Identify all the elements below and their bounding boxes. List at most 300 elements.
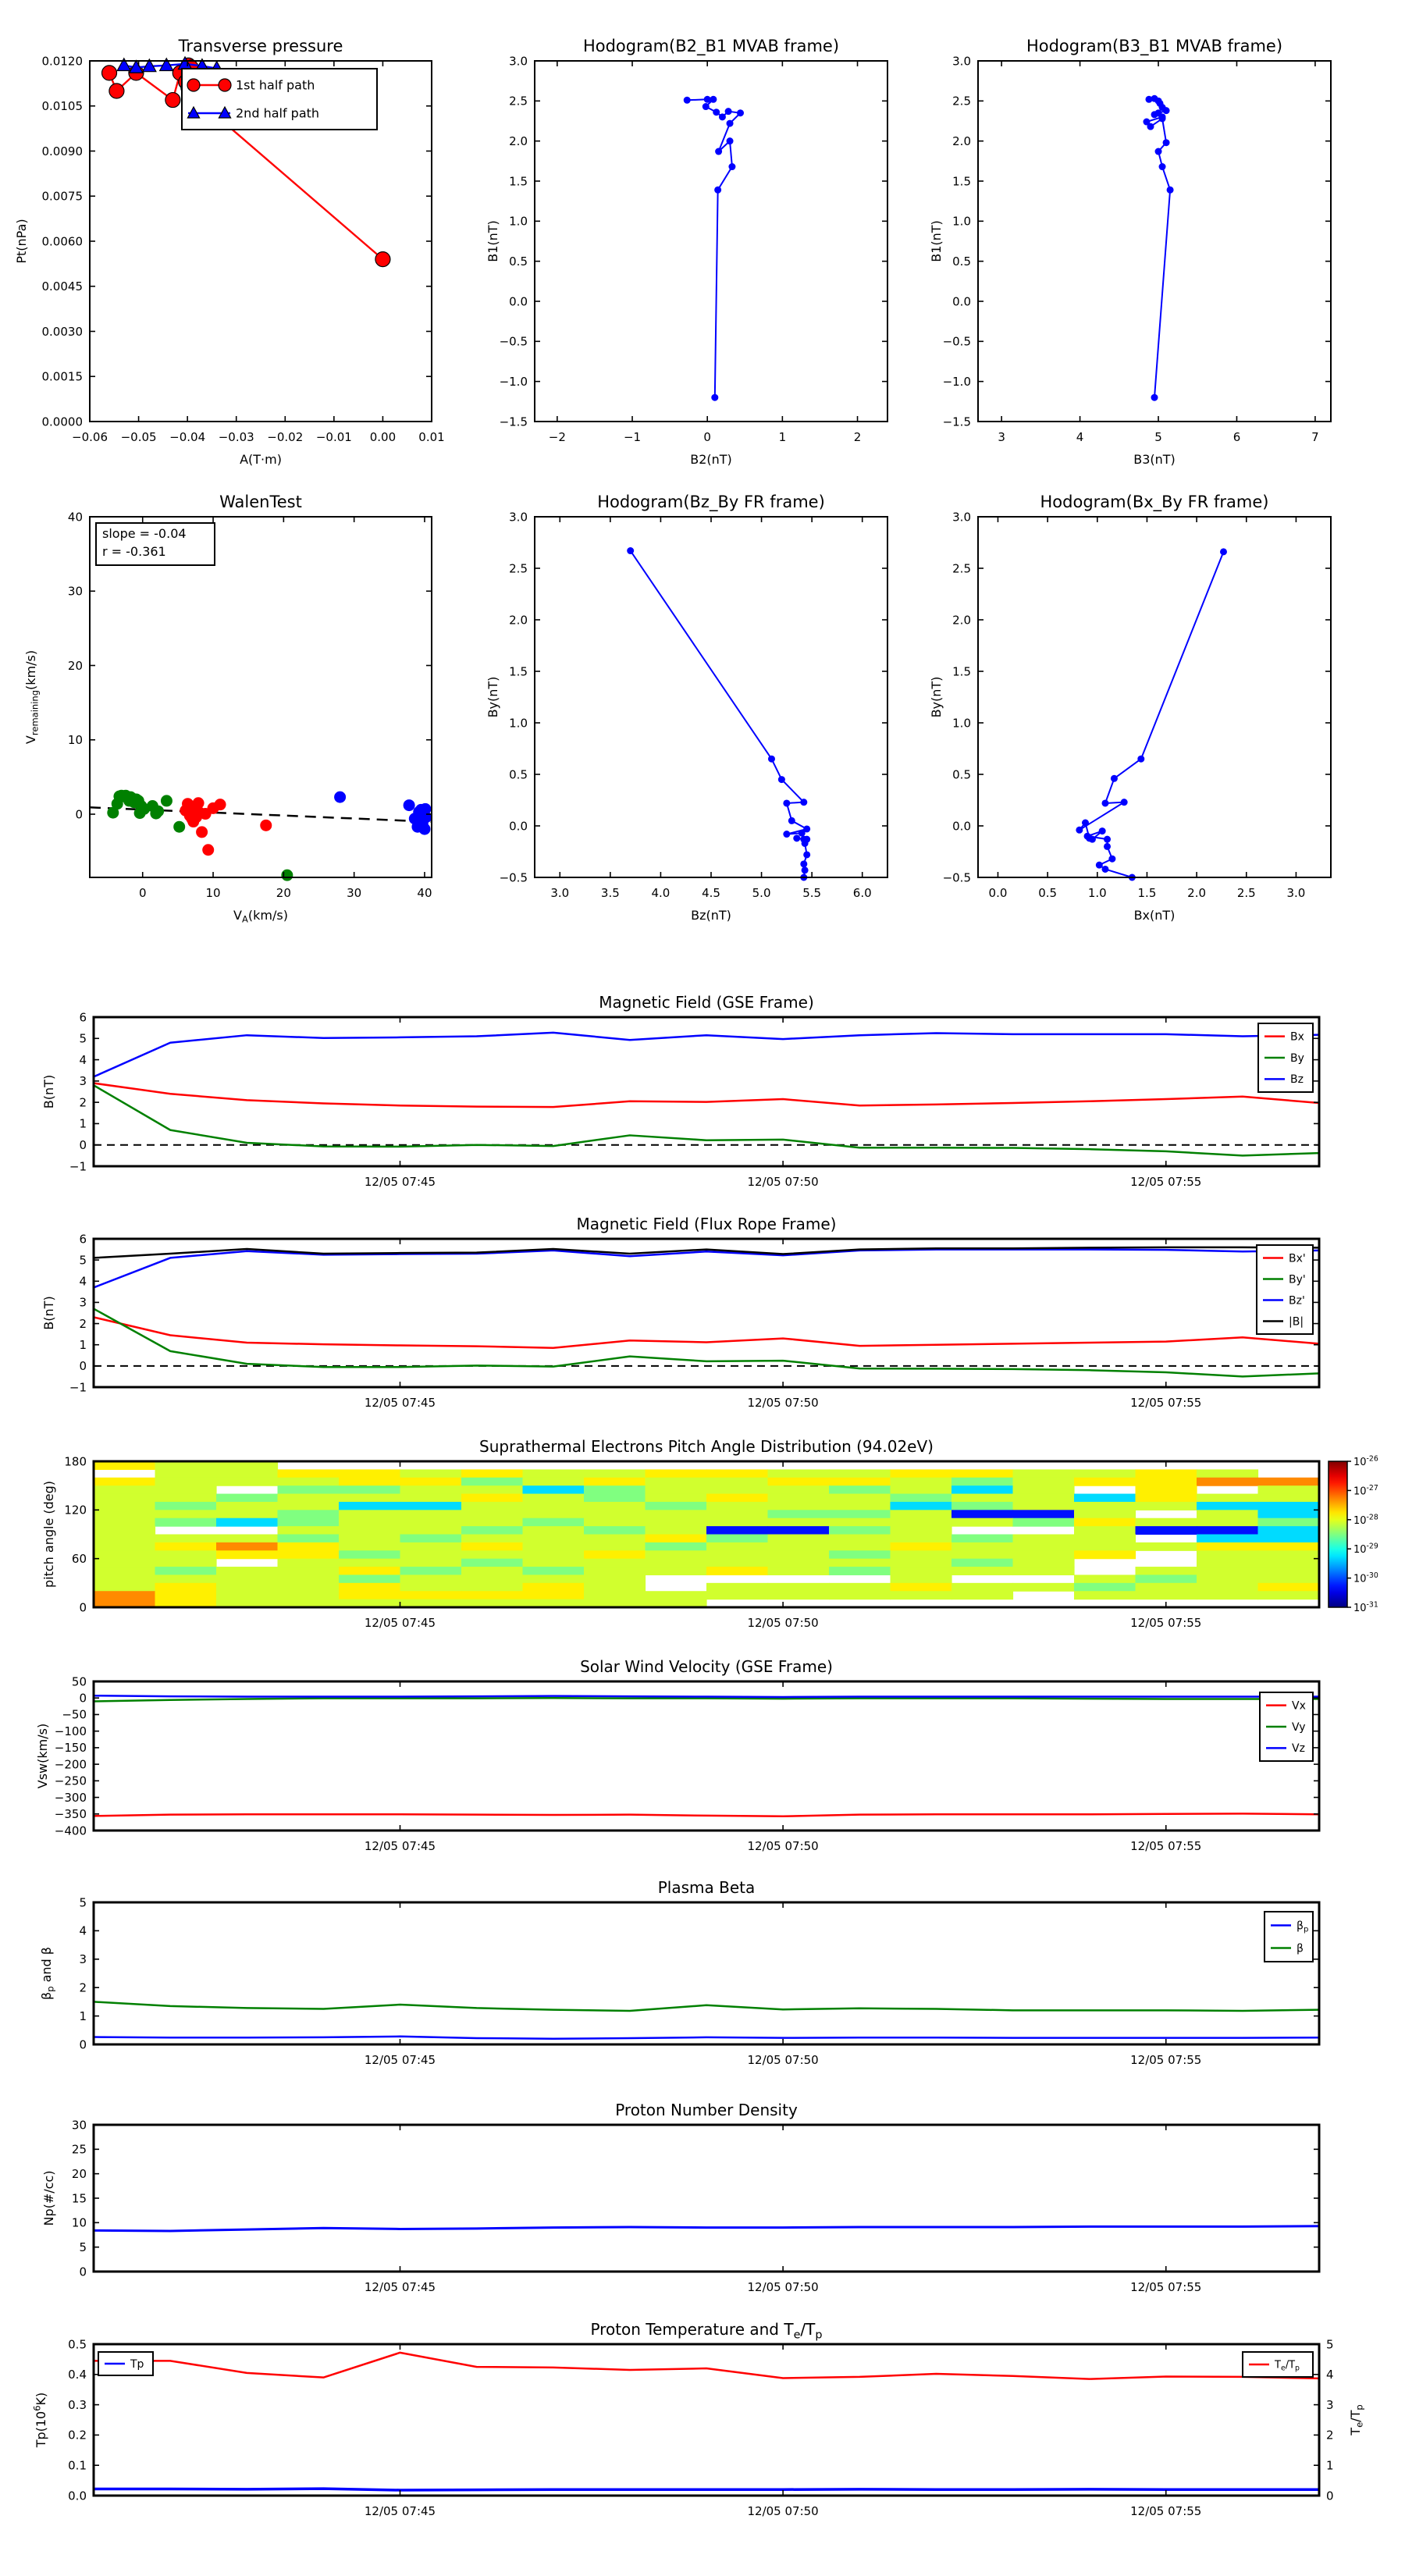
axes-frame <box>535 61 887 422</box>
x-axis-label: A(T·m) <box>240 452 282 467</box>
heatmap-cell <box>768 1502 830 1510</box>
heatmap-cell <box>339 1469 400 1478</box>
y-tick-label: 3.0 <box>509 54 528 69</box>
heatmap-cell <box>584 1583 646 1592</box>
legend-label: Bz <box>1290 1073 1304 1087</box>
heatmap-cell <box>216 1510 278 1518</box>
heatmap-cell <box>584 1559 646 1567</box>
heatmap-cell <box>461 1535 523 1543</box>
heatmap-cell <box>1074 1542 1136 1551</box>
heatmap-cell <box>1136 1567 1197 1575</box>
heatmap-cell <box>1074 1574 1136 1583</box>
y-tick-label: 5 <box>79 2240 87 2254</box>
panel-hodogram-b3-b1 <box>929 37 1331 467</box>
y-tick-label: 0.0060 <box>41 234 83 249</box>
x-tick-label: −0.04 <box>169 430 206 444</box>
x-tick-label: 12/05 07:55 <box>1130 2053 1202 2067</box>
legend-label: By <box>1290 1051 1304 1065</box>
heatmap-cell <box>891 1591 952 1599</box>
heatmap-cell <box>523 1469 585 1478</box>
marker-dot <box>1108 856 1115 863</box>
x-tick-label: 40 <box>417 886 432 900</box>
heatmap-cell <box>891 1485 952 1494</box>
heatmap-cell <box>155 1485 217 1494</box>
heatmap-cell <box>829 1485 891 1494</box>
heatmap-cell <box>829 1567 891 1575</box>
heatmap-cell <box>584 1510 646 1518</box>
heatmap-cell <box>400 1469 462 1478</box>
heatmap-cell <box>400 1591 462 1599</box>
y-tick-label: 20 <box>67 658 83 673</box>
heatmap-cell <box>1197 1502 1258 1510</box>
heatmap-cell <box>155 1510 217 1518</box>
y-tick-label: −1.0 <box>499 374 528 389</box>
x-tick-label: 1.0 <box>1087 886 1107 900</box>
heatmap-cell <box>278 1583 340 1592</box>
x-axis-label: B3(nT) <box>1133 452 1176 467</box>
series-line-Np <box>94 2226 1319 2231</box>
heatmap-cell <box>891 1494 952 1503</box>
marker-dot <box>802 866 809 873</box>
heatmap-cell <box>1136 1574 1197 1583</box>
heatmap-cell <box>951 1535 1013 1543</box>
heatmap-cell <box>523 1478 585 1486</box>
marker-circle <box>102 66 117 80</box>
heatmap-cell <box>706 1502 768 1510</box>
heatmap-cell <box>706 1469 768 1478</box>
x-tick-label: 3.5 <box>600 886 620 900</box>
x-tick-label: 10 <box>205 886 221 900</box>
heatmap-cell <box>706 1583 768 1592</box>
y-tick-label: 0.5 <box>952 254 971 269</box>
x-tick-label: 7 <box>1311 430 1319 444</box>
heatmap-cell <box>278 1567 340 1575</box>
heatmap-cell <box>400 1559 462 1567</box>
y-axis-label: B(nT) <box>41 1296 56 1330</box>
heatmap-cell <box>523 1550 585 1559</box>
heatmap-cell <box>891 1574 952 1583</box>
series-line-Bx' <box>94 1317 1319 1347</box>
heatmap-cell <box>1074 1518 1136 1527</box>
y-tick-label: 0 <box>79 1359 87 1374</box>
heatmap-cell <box>768 1591 830 1599</box>
marker-dot <box>1099 827 1106 834</box>
y-tick-label: 4 <box>79 1923 87 1938</box>
heatmap-cell <box>891 1469 952 1478</box>
heatmap-cell <box>339 1583 400 1592</box>
x-tick-label: −0.02 <box>267 430 304 444</box>
marker-circle <box>165 93 180 108</box>
heatmap-cell <box>1258 1574 1320 1583</box>
panel-hodogram-bx-by <box>929 493 1331 923</box>
panel-solar-wind-velocity <box>35 1657 1319 1853</box>
x-tick-label: 5 <box>1154 430 1162 444</box>
panel-hodogram-bz-by <box>486 493 887 923</box>
colorbar-label: $10^{-30}$ <box>1353 1571 1378 1585</box>
legend-label: |B| <box>1289 1315 1304 1329</box>
legend-label: β <box>1297 1942 1304 1955</box>
y-axis-label: Vsw(km/s) <box>35 1723 50 1789</box>
x-tick-label: 0 <box>703 430 711 444</box>
y-tick-label: −1.5 <box>942 415 971 429</box>
marker-dot <box>800 799 807 806</box>
y-tick-label: 180 <box>64 1454 87 1469</box>
heatmap-cell <box>891 1550 952 1559</box>
heatmap-cell <box>891 1559 952 1567</box>
heatmap-cell <box>278 1542 340 1551</box>
heatmap-cell <box>461 1559 523 1567</box>
heatmap-cell <box>461 1567 523 1575</box>
heatmap-cell <box>339 1526 400 1535</box>
heatmap-cell <box>1258 1591 1320 1599</box>
y-tick-label: 120 <box>64 1503 87 1517</box>
y-tick-label: 1 <box>79 1116 87 1131</box>
heatmap-cell <box>339 1494 400 1503</box>
marker-dot <box>793 834 800 841</box>
heatmap-cell <box>1136 1518 1197 1527</box>
heatmap-cell <box>1136 1583 1197 1592</box>
heatmap-cell <box>891 1478 952 1486</box>
x-tick-label: 12/05 07:55 <box>1130 1175 1202 1189</box>
heatmap-cell <box>1074 1494 1136 1503</box>
heatmap-cell <box>1136 1485 1197 1494</box>
colorbar-label: $10^{-28}$ <box>1353 1513 1378 1527</box>
marker-dot <box>1084 833 1091 840</box>
marker-dot <box>1155 148 1162 155</box>
heatmap-cell <box>829 1478 891 1486</box>
y-tick-label: 0.5 <box>68 2337 87 2352</box>
heatmap-cell <box>1013 1535 1075 1543</box>
heatmap-cell <box>94 1485 155 1494</box>
heatmap-cell <box>951 1542 1013 1551</box>
x-tick-label: −0.03 <box>218 430 254 444</box>
heatmap-cell <box>1013 1583 1075 1592</box>
heatmap-cell <box>461 1542 523 1551</box>
y-tick-label: 2 <box>79 1316 87 1331</box>
heatmap-cell <box>1013 1510 1075 1518</box>
marker-dot <box>727 137 734 144</box>
heatmap-cell <box>278 1510 340 1518</box>
heatmap-cell <box>1258 1502 1320 1510</box>
heatmap-cell <box>155 1542 217 1551</box>
heatmap-cell <box>339 1510 400 1518</box>
y-tick-label: 3.0 <box>509 510 528 525</box>
heatmap-cell <box>706 1567 768 1575</box>
x-tick-label: 12/05 07:50 <box>747 1616 819 1630</box>
y-tick-label: 1.5 <box>952 174 971 189</box>
heatmap-cell <box>768 1469 830 1478</box>
y-tick-label: 50 <box>71 1674 87 1689</box>
heatmap-cell <box>768 1567 830 1575</box>
heatmap-cell <box>646 1478 707 1486</box>
heatmap-cell <box>584 1502 646 1510</box>
heatmap-cell <box>1074 1502 1136 1510</box>
y-tick-label: 1 <box>79 1337 87 1352</box>
x-tick-label: 12/05 07:50 <box>747 1839 819 1853</box>
marker-dot <box>152 806 164 817</box>
y-tick-label: 2 <box>79 1980 87 1995</box>
marker-dot <box>684 97 691 104</box>
heatmap-cell <box>400 1478 462 1486</box>
chart-title: Proton Number Density <box>615 2101 798 2119</box>
chart-title: Plasma Beta <box>657 1878 756 1897</box>
legend-label: Vy <box>1292 1720 1306 1734</box>
heatmap-cell <box>278 1502 340 1510</box>
chart-title: Magnetic Field (GSE Frame) <box>599 993 814 1012</box>
heatmap-cell <box>94 1494 155 1503</box>
y-tick-label: 2.0 <box>509 613 528 628</box>
heatmap-cell <box>1074 1469 1136 1478</box>
y-tick-label: 6 <box>79 1010 87 1025</box>
heatmap-cell <box>94 1518 155 1527</box>
heatmap-cell <box>1258 1535 1320 1543</box>
marker-dot <box>1159 163 1166 170</box>
heatmap-cell <box>1197 1574 1258 1583</box>
series-line-Bz-By path <box>631 551 807 877</box>
y-tick-label: −350 <box>54 1807 87 1822</box>
heatmap-cell <box>768 1583 830 1592</box>
heatmap-cell <box>1136 1591 1197 1599</box>
marker-circle <box>109 84 124 98</box>
heatmap-cell <box>216 1591 278 1599</box>
heatmap-cell <box>278 1574 340 1583</box>
heatmap-cell <box>278 1485 340 1494</box>
y-axis-label: B(nT) <box>41 1074 56 1109</box>
marker-dot <box>1101 799 1108 806</box>
y-tick-label: 1.0 <box>509 716 528 731</box>
heatmap-cell <box>155 1535 217 1543</box>
heatmap-cell <box>278 1535 340 1543</box>
y-axis-label: By(nT) <box>486 676 500 718</box>
marker-dot <box>1101 866 1108 873</box>
y-tick-label: −0.5 <box>499 334 528 349</box>
heatmap-cell <box>951 1485 1013 1494</box>
heatmap-cell <box>951 1591 1013 1599</box>
y-tick-label: −250 <box>54 1774 87 1788</box>
heatmap-cell <box>646 1567 707 1575</box>
marker-dot <box>783 831 790 838</box>
y-axis-label: B1(nT) <box>486 220 500 262</box>
panel-walen-test <box>23 493 432 925</box>
x-tick-label: 1 <box>778 430 787 444</box>
marker-dot <box>1220 548 1227 555</box>
heatmap-cell <box>951 1559 1013 1567</box>
heatmap-cell <box>216 1583 278 1592</box>
marker-dot <box>799 830 806 837</box>
heatmap-cell <box>1197 1535 1258 1543</box>
heatmap-cell <box>768 1510 830 1518</box>
heatmap-cell <box>94 1502 155 1510</box>
heatmap-cell <box>278 1559 340 1567</box>
x-tick-label: 12/05 07:45 <box>364 1175 436 1189</box>
y-tick-label: −50 <box>62 1707 87 1722</box>
chart-title: Suprathermal Electrons Pitch Angle Distribution (94.02eV) <box>479 1437 934 1456</box>
y-tick-label: 6 <box>79 1232 87 1247</box>
legend-label: Bx' <box>1289 1252 1306 1265</box>
y-tick-label: 0.0 <box>509 819 528 834</box>
heatmap-cell <box>94 1591 155 1599</box>
x-tick-label: 12/05 07:45 <box>364 2053 436 2067</box>
heatmap-cell <box>706 1494 768 1503</box>
marker-dot <box>727 120 734 127</box>
heatmap-cell <box>400 1535 462 1543</box>
heatmap-cell <box>278 1478 340 1486</box>
heatmap-cell <box>1013 1567 1075 1575</box>
chart-title: WalenTest <box>219 493 302 511</box>
heatmap-cell <box>400 1583 462 1592</box>
y-tick-label: 3.0 <box>952 510 971 525</box>
y-tick-label: 2.5 <box>509 561 528 576</box>
series-line-Vx <box>94 1813 1319 1816</box>
heatmap-cell <box>216 1535 278 1543</box>
marker-dot <box>404 799 415 811</box>
right-tick-label: 1 <box>1326 2458 1334 2473</box>
heatmap-cell <box>584 1542 646 1551</box>
marker-dot <box>783 799 790 806</box>
colorbar-label: $10^{-26}$ <box>1353 1454 1378 1468</box>
x-tick-label: 12/05 07:45 <box>364 2280 436 2294</box>
heatmap-cell <box>339 1550 400 1559</box>
legend-label: Bx <box>1290 1030 1304 1044</box>
heatmap-cell <box>400 1494 462 1503</box>
marker-dot <box>1104 843 1111 850</box>
heatmap-cell <box>94 1510 155 1518</box>
heatmap-cell <box>1074 1478 1136 1486</box>
heatmap-cell <box>461 1469 523 1478</box>
x-tick-label: 2.0 <box>1187 886 1207 900</box>
marker-dot <box>710 96 717 103</box>
heatmap-cell <box>216 1518 278 1527</box>
heatmap-cell <box>155 1574 217 1583</box>
marker-circle <box>375 252 390 267</box>
y-tick-label: 15 <box>71 2191 87 2206</box>
panel-proton-number-density <box>41 2101 1319 2294</box>
heatmap-cell <box>646 1494 707 1503</box>
marker-dot <box>715 148 722 155</box>
marker-dot <box>161 795 173 806</box>
heatmap-cell <box>584 1591 646 1599</box>
y-tick-label: 0 <box>79 1600 87 1615</box>
y-tick-label: 10 <box>67 733 83 748</box>
x-tick-label: −0.01 <box>315 430 352 444</box>
y-tick-label: 5 <box>79 1895 87 1910</box>
heatmap-cell <box>706 1478 768 1486</box>
heatmap-cell <box>400 1518 462 1527</box>
heatmap-cell <box>1074 1535 1136 1543</box>
heatmap-cell <box>94 1461 155 1470</box>
marker-dot <box>1137 756 1144 763</box>
heatmap-cell <box>278 1469 340 1478</box>
series-line-Bz' <box>94 1250 1319 1288</box>
heatmap-cell <box>646 1535 707 1543</box>
y-tick-label: 4 <box>79 1274 87 1289</box>
heatmap-cell <box>646 1526 707 1535</box>
legend-label: Tp <box>130 2357 144 2371</box>
heatmap-cell <box>768 1478 830 1486</box>
heatmap-cell <box>891 1502 952 1510</box>
y-tick-label: 0 <box>79 2037 87 2052</box>
heatmap-cell <box>461 1550 523 1559</box>
heatmap-cell <box>829 1518 891 1527</box>
heatmap-cell <box>706 1559 768 1567</box>
x-tick-label: 1.5 <box>1137 886 1157 900</box>
y-axis-label: By(nT) <box>929 676 944 718</box>
y-tick-label: 1.0 <box>952 716 971 731</box>
panel-plasma-beta <box>39 1878 1319 2067</box>
y-tick-label: 0.3 <box>68 2397 87 2412</box>
marker-dot <box>173 821 185 833</box>
heatmap-cell <box>339 1591 400 1599</box>
marker-dot <box>711 394 718 401</box>
marker-dot <box>719 113 726 120</box>
series-line-Vz <box>94 1695 1319 1697</box>
y-tick-label: 4 <box>79 1052 87 1067</box>
heatmap-cell <box>951 1567 1013 1575</box>
x-tick-label: 0.0 <box>988 886 1008 900</box>
marker-dot <box>728 163 735 170</box>
marker-dot <box>1151 111 1158 118</box>
marker-dot <box>334 792 346 803</box>
legend-label: Vx <box>1292 1699 1306 1713</box>
heatmap-cell <box>1136 1542 1197 1551</box>
x-tick-label: 2.5 <box>1236 886 1256 900</box>
heatmap-cell <box>1136 1502 1197 1510</box>
heatmap-cell <box>891 1518 952 1527</box>
heatmap-cell <box>1074 1591 1136 1599</box>
y-tick-label: 1.5 <box>509 174 528 189</box>
y-tick-label: 0.5 <box>509 767 528 782</box>
legend-label: 1st half path <box>236 77 315 93</box>
heatmap-cell <box>891 1583 952 1592</box>
axes-frame <box>94 1681 1319 1831</box>
heatmap-cell <box>1258 1518 1320 1527</box>
heatmap-cell <box>1258 1510 1320 1518</box>
heatmap-cell <box>1258 1542 1320 1551</box>
heatmap-cell <box>951 1583 1013 1592</box>
y-tick-label: 2 <box>79 1095 87 1110</box>
x-tick-label: 3.0 <box>1286 886 1306 900</box>
colorbar <box>1329 1461 1347 1607</box>
heatmap-cell <box>646 1591 707 1599</box>
marker-dot <box>627 547 634 554</box>
heatmap-cell <box>400 1526 462 1535</box>
y-tick-label: 60 <box>71 1551 87 1566</box>
heatmap-cell <box>891 1526 952 1535</box>
heatmap-cell <box>891 1542 952 1551</box>
x-tick-label: 12/05 07:50 <box>747 2053 819 2067</box>
heatmap-cell <box>646 1502 707 1510</box>
marker-dot <box>737 109 744 116</box>
heatmap-cell <box>339 1542 400 1551</box>
heatmap-cell <box>1197 1478 1258 1486</box>
heatmap-cell <box>216 1550 278 1559</box>
y-tick-label: 1.0 <box>509 214 528 229</box>
y-tick-label: 3 <box>79 1295 87 1310</box>
y-tick-label: 10 <box>71 2215 87 2230</box>
panel-proton-temperature <box>31 2320 1364 2518</box>
heatmap-cell <box>1136 1526 1197 1535</box>
heatmap-cell <box>278 1518 340 1527</box>
x-tick-label: 12/05 07:55 <box>1130 1616 1202 1630</box>
heatmap-cell <box>278 1526 340 1535</box>
marker-dot <box>725 108 732 115</box>
heatmap-cell <box>461 1502 523 1510</box>
marker-dot <box>202 844 214 856</box>
heatmap-cell <box>584 1494 646 1503</box>
heatmap-cell <box>1136 1494 1197 1503</box>
heatmap-cell <box>829 1591 891 1599</box>
x-tick-label: −1 <box>623 430 642 444</box>
